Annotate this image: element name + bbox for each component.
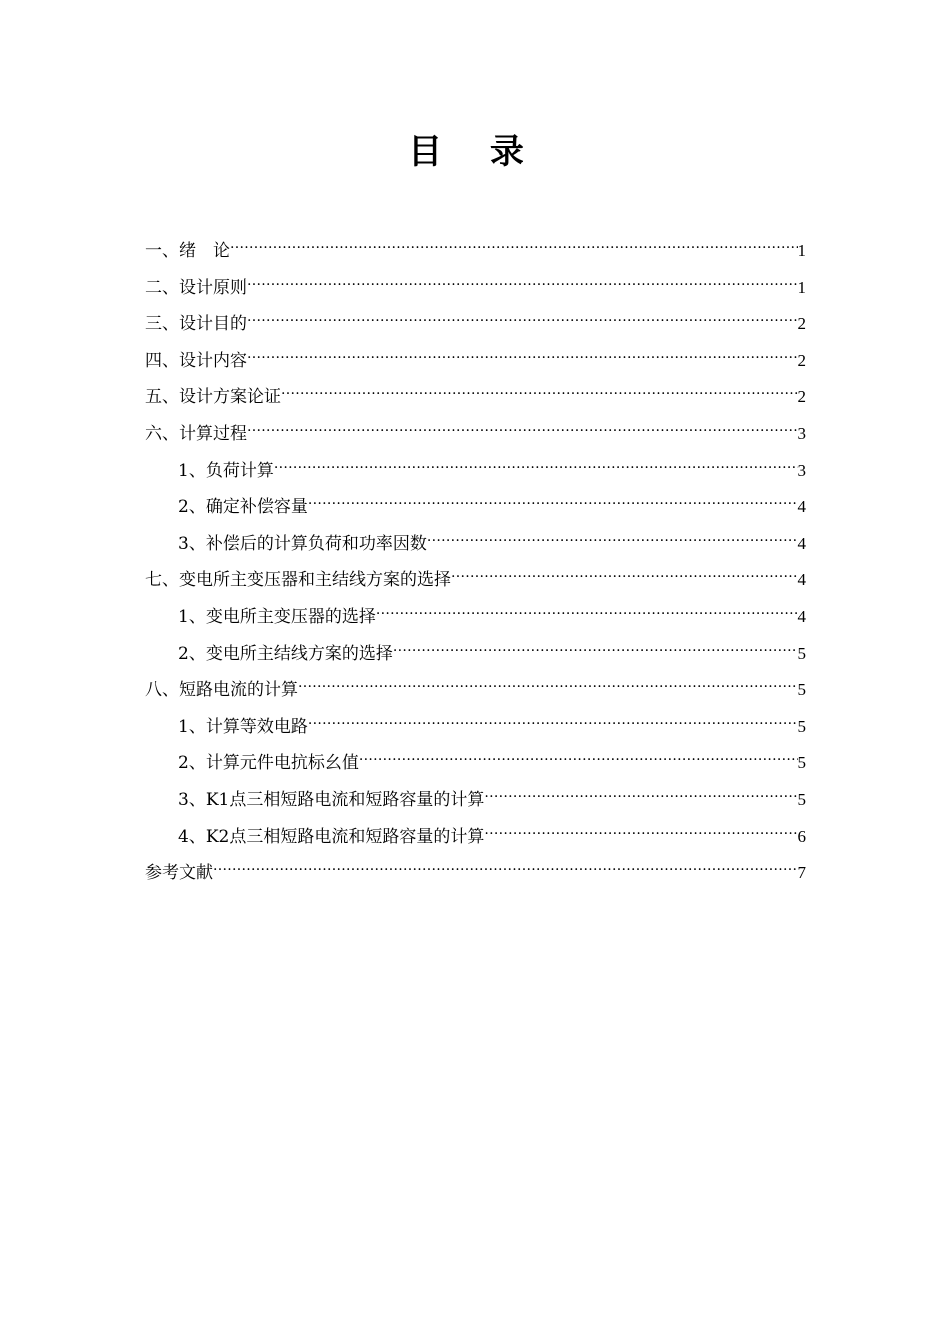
- toc-entry-label: 1、计算等效电路: [178, 716, 308, 737]
- toc-page-number: 5: [797, 680, 806, 700]
- toc-page-number: 5: [797, 753, 806, 773]
- toc-dot-leader: [484, 769, 797, 805]
- toc-page-number: 2: [797, 350, 806, 370]
- toc-entry-label: 一、绪 论: [145, 241, 230, 261]
- toc-page-number: 4: [797, 570, 806, 590]
- toc-page-number: 7: [797, 863, 806, 883]
- toc-page-number: 2: [797, 314, 806, 334]
- toc-title: 目 录: [408, 132, 542, 172]
- toc-page-number: 3: [797, 423, 806, 443]
- toc-entry-label: 2、确定补偿容量: [178, 497, 308, 518]
- toc-dot-leader: [298, 659, 798, 695]
- toc-page-number: 1: [797, 277, 806, 297]
- toc-page-number: 4: [797, 533, 806, 553]
- toc-page-number: 5: [797, 789, 806, 809]
- toc-entry-label: 七、变电所主变压器和主结线方案的选择: [145, 570, 451, 591]
- toc-dot-leader: [230, 220, 798, 256]
- toc-dot-leader: [308, 696, 798, 732]
- toc-dot-leader: [213, 842, 798, 878]
- toc-entry[interactable]: [145, 842, 806, 884]
- toc-page-number: 6: [797, 826, 806, 846]
- toc-dot-leader: [308, 476, 798, 512]
- toc-dot-leader: [427, 513, 798, 549]
- toc-dot-leader: [484, 806, 797, 842]
- toc-page-number: 5: [797, 643, 806, 663]
- toc-dot-leader: [247, 257, 798, 293]
- toc-entry[interactable]: [145, 257, 806, 298]
- toc-page-number: 4: [797, 497, 806, 517]
- toc-entry-label: 1、负荷计算: [178, 460, 274, 481]
- toc-dot-leader: [247, 403, 798, 439]
- toc-dot-leader: [281, 366, 798, 402]
- toc-page-number: 1: [797, 241, 806, 260]
- toc-entry-label: 八、短路电流的计算: [145, 680, 298, 701]
- toc-page-number: 5: [797, 716, 806, 736]
- toc-entry-label: 三、设计目的: [145, 314, 247, 335]
- toc-entry-label: 2、计算元件电抗标幺值: [178, 753, 359, 774]
- toc-entry-label: 五、设计方案论证: [145, 387, 281, 408]
- toc-entry-label: 六、计算过程: [145, 423, 247, 444]
- toc-entry-label: 四、设计内容: [145, 350, 247, 371]
- toc-entry-label: 4、K2点三相短路电流和短路容量的计算: [178, 826, 485, 847]
- toc-entry-label: 1、变电所主变压器的选择: [178, 606, 376, 627]
- toc-dot-leader: [247, 293, 798, 329]
- toc-dot-leader: [393, 623, 798, 659]
- toc-dot-leader: [359, 732, 798, 768]
- toc-page-number: 3: [797, 460, 806, 480]
- toc-list: [145, 220, 806, 884]
- toc-entry-label: 3、K1点三相短路电流和短路容量的计算: [178, 789, 485, 810]
- toc-entry-label: 参考文献: [145, 863, 213, 884]
- toc-dot-leader: [451, 549, 798, 585]
- toc-page-number: 4: [797, 606, 806, 626]
- toc-dot-leader: [247, 330, 798, 366]
- toc-entry-label: 2、变电所主结线方案的选择: [178, 643, 393, 664]
- toc-page-number: 2: [797, 387, 806, 407]
- toc-entry-label: 3、补偿后的计算负荷和功率因数: [178, 533, 427, 554]
- toc-entry-label: 二、设计原则: [145, 277, 247, 298]
- toc-dot-leader: [376, 586, 798, 622]
- toc-dot-leader: [274, 440, 798, 476]
- toc-entry[interactable]: [145, 220, 806, 261]
